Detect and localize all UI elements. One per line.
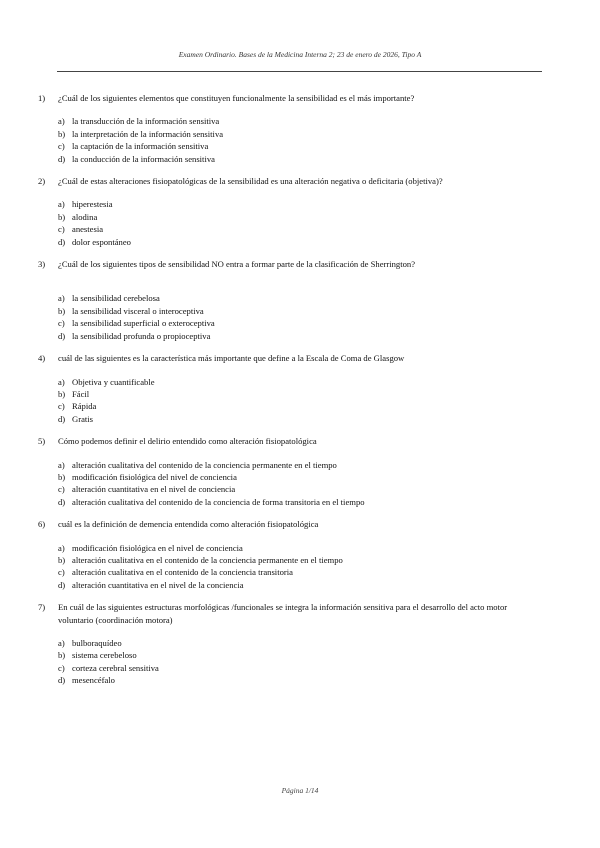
- option-text: la sensibilidad profunda o propioceptiva: [72, 330, 211, 341]
- option-text: alteración cuantitativa en el nivel de la conciencia: [72, 579, 244, 590]
- option-letter: a): [58, 376, 65, 387]
- question-list: [38, 92, 538, 697]
- option: [58, 496, 538, 508]
- option: [58, 153, 538, 165]
- page-number: Página 1/14: [281, 786, 319, 795]
- option-text: Gratis: [72, 413, 94, 424]
- question-1: [38, 92, 538, 165]
- question-text: ¿Cuál de los siguientes tipos de sensibilidad NO entra a formar parte de la clasificación de Sherrington?: [58, 259, 416, 270]
- option: [58, 330, 538, 342]
- option: [58, 649, 538, 661]
- option-text: alteración cualitativa en el contenido de la conciencia transitoria: [72, 567, 293, 578]
- question-number: 2): [38, 176, 46, 187]
- option-letter: c): [58, 401, 65, 412]
- option-text: alodina: [72, 211, 98, 222]
- option-text: Objetiva y cuantificable: [72, 376, 155, 387]
- option-letter: c): [58, 484, 65, 495]
- option-letter: b): [58, 650, 66, 661]
- option-letter: b): [58, 554, 66, 565]
- option-text: modificación fisiológica en el nivel de conciencia: [72, 542, 243, 553]
- option: [58, 223, 538, 235]
- option-letter: c): [58, 318, 65, 329]
- option-text: hiperestesia: [72, 199, 113, 210]
- option-letter: a): [58, 459, 65, 470]
- option-text: la captación de la información sensitiva: [72, 141, 209, 152]
- option: [58, 459, 538, 471]
- option: [58, 579, 538, 591]
- option-text: Fácil: [72, 388, 90, 399]
- question-4: [38, 352, 538, 425]
- option-letter: d): [58, 496, 66, 507]
- option-letter: d): [58, 413, 66, 424]
- option-letter: a): [58, 542, 65, 553]
- question-text: En cuál de las siguientes estructuras morfológicas /funcionales se integra la información sensitiva para el desarrollo del acto motor voluntario (coordinación motora): [58, 602, 508, 625]
- option: [58, 637, 538, 649]
- option-letter: b): [58, 388, 66, 399]
- question-2: [38, 175, 538, 248]
- option-letter: c): [58, 141, 65, 152]
- option-text: la transducción de la información sensitiva: [72, 116, 220, 127]
- exam-header: Examen Ordinario. Bases de la Medicina Interna 2; 23 de enero de 2026, Tipo A: [178, 50, 422, 59]
- question-6: [38, 518, 538, 591]
- option-text: alteración cualitativa del contenido de la conciencia de forma transitoria en el tiempo: [72, 496, 365, 507]
- option: [58, 140, 538, 152]
- option-letter: b): [58, 211, 66, 222]
- option-letter: a): [58, 293, 65, 304]
- option-letter: d): [58, 153, 66, 164]
- option-text: sistema cerebeloso: [72, 650, 137, 661]
- option: [58, 305, 538, 317]
- question-text: ¿Cuál de estas alteraciones fisiopatológicas de la sensibilidad es una alteración negativa o deficitaria (objetiva)?: [58, 176, 443, 187]
- option-letter: b): [58, 471, 66, 482]
- option-text: la sensibilidad visceral o interoceptiva: [72, 305, 204, 316]
- option-text: modificación fisiológica del nivel de conciencia: [72, 471, 237, 482]
- option-letter: a): [58, 638, 65, 648]
- option: [58, 554, 538, 566]
- option-text: la conducción de la información sensitiva: [72, 153, 215, 164]
- option-letter: d): [58, 675, 66, 686]
- option: [58, 674, 538, 686]
- option: [58, 317, 538, 329]
- option-letter: a): [58, 199, 65, 210]
- option: [58, 662, 538, 674]
- option-text: Rápida: [72, 401, 97, 412]
- question-number: 3): [38, 259, 46, 270]
- option: [58, 198, 538, 210]
- option-letter: d): [58, 579, 66, 590]
- option-text: alteración cualitativa en el contenido de la conciencia permanente en el tiempo: [72, 554, 343, 565]
- question-text: cuál de las siguientes es la característica más importante que define a la Escala de Coma de Glasgow: [58, 353, 405, 364]
- option-text: dolor espontáneo: [72, 236, 131, 247]
- option: [58, 211, 538, 223]
- option-text: mesencéfalo: [72, 675, 115, 686]
- option-text: bulboraquídeo: [72, 638, 122, 648]
- question-text: Cómo podemos definir el delirio entendido como alteración fisiopatológica: [58, 436, 317, 447]
- option: [58, 388, 538, 400]
- option-letter: b): [58, 128, 66, 139]
- question-5: [38, 435, 538, 508]
- option: [58, 483, 538, 495]
- question-number: 4): [38, 353, 46, 364]
- option: [58, 400, 538, 412]
- option: [58, 236, 538, 248]
- question-text: cuál es la definición de demencia entendida como alteración fisiopatológica: [58, 519, 319, 530]
- option-letter: d): [58, 330, 66, 341]
- option-letter: c): [58, 567, 65, 578]
- option-letter: a): [58, 116, 65, 127]
- option-text: anestesia: [72, 224, 104, 235]
- question-7: [38, 601, 538, 686]
- option: [58, 128, 538, 140]
- question-text: ¿Cuál de los siguientes elementos que constituyen funcionalmente la sensibilidad es el más importante?: [58, 93, 415, 103]
- option-text: alteración cualitativa del contenido de la conciencia permanente en el tiempo: [72, 459, 337, 470]
- question-3: [38, 258, 538, 342]
- option-letter: d): [58, 236, 66, 247]
- option-text: corteza cerebral sensitiva: [72, 662, 159, 673]
- option-text: la sensibilidad cerebelosa: [72, 293, 160, 304]
- option-letter: c): [58, 662, 65, 673]
- option: [58, 292, 538, 304]
- question-number: 1): [38, 93, 46, 103]
- option-text: alteración cuantitativa en el nivel de conciencia: [72, 484, 236, 495]
- question-number: 5): [38, 436, 46, 447]
- question-number: 6): [38, 519, 46, 530]
- header-divider: [57, 71, 542, 72]
- option-text: la sensibilidad superficial o exteroceptiva: [72, 318, 215, 329]
- option: [58, 376, 538, 388]
- option: [58, 413, 538, 425]
- question-number: 7): [38, 602, 46, 613]
- option-text: la interpretación de la información sensitiva: [72, 128, 224, 139]
- option-letter: b): [58, 305, 66, 316]
- option: [58, 471, 538, 483]
- option-letter: c): [58, 224, 65, 235]
- option: [58, 542, 538, 554]
- option: [58, 115, 538, 127]
- option: [58, 566, 538, 578]
